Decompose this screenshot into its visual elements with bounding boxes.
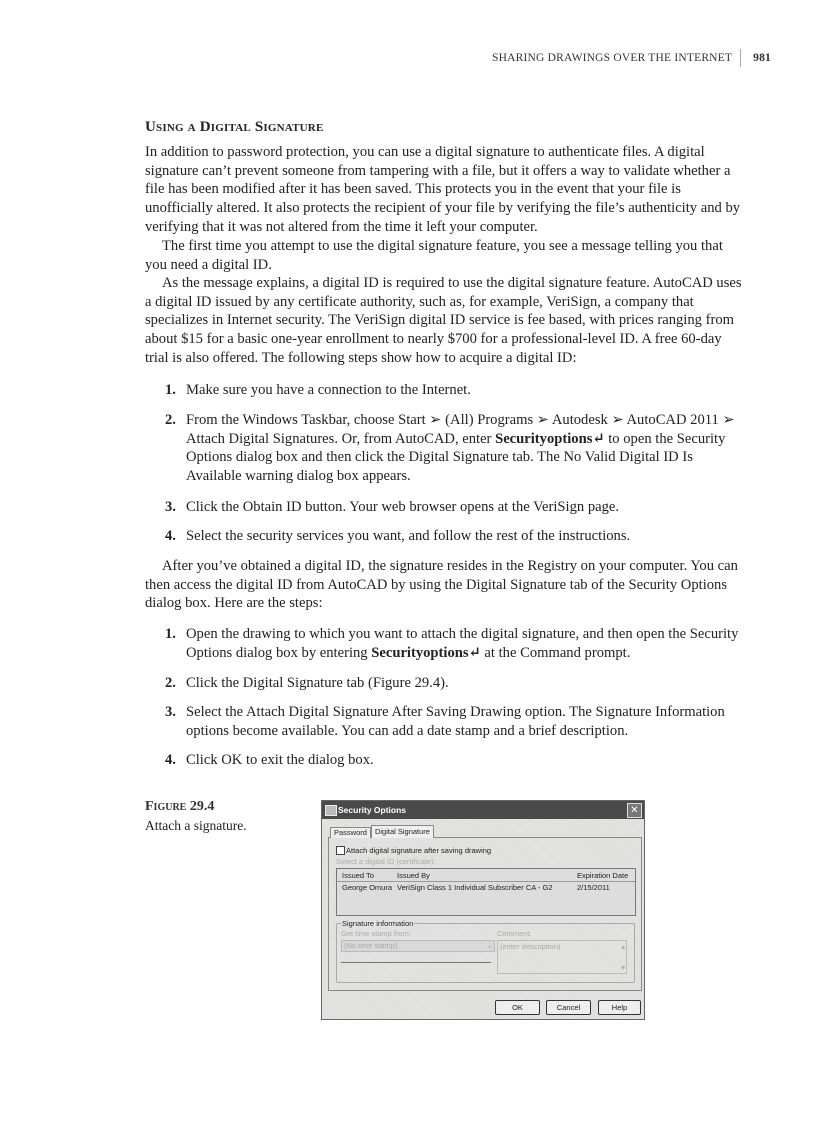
list-text: Make sure you have a connection to the Internet. xyxy=(186,382,471,398)
ok-button[interactable]: OK xyxy=(495,1000,540,1015)
running-header xyxy=(492,49,771,67)
command-text: Securityoptions↵ xyxy=(495,430,605,447)
paragraph: After you’ve obtained a digital ID, the signature resides in the Registry on your computer. You can then access the digital ID from AutoCAD by using the Digital Signature tab of the Security Options dialog box. Here are the steps: xyxy=(145,558,738,612)
group-label: Signature information xyxy=(342,919,414,928)
command-text: Securityoptions↵ xyxy=(371,644,481,661)
list-number: 2. xyxy=(165,675,176,691)
comment-label: Comment: xyxy=(497,929,532,938)
paragraph: As the message explains, a digital ID is required to use the digital signature feature. AutoCAD uses a digital ID issued by any certificate authority, such as, for example, VeriSign, a company that specializes in Internet security. The VeriSign digital ID service is fee based, with prices ranging from about $15 for a basic one-year enrollment to nearly $700 for a professional-level ID. A free 60-day trial is also offered. The following steps show how to acquire a digital ID: xyxy=(145,275,742,366)
tab-password[interactable]: Password xyxy=(330,827,371,838)
security-options-dialog xyxy=(321,800,645,1020)
figure-caption: Attach a signature. xyxy=(145,818,247,833)
table-row[interactable] xyxy=(337,882,635,894)
cancel-button[interactable]: Cancel xyxy=(546,1000,591,1015)
header-divider xyxy=(740,49,741,67)
tab-digital-signature[interactable]: Digital Signature xyxy=(371,825,434,838)
list-item xyxy=(145,674,745,693)
help-button[interactable]: Help xyxy=(598,1000,641,1015)
list-item xyxy=(145,411,745,486)
select-id-label: Select a digital ID (certificate): xyxy=(336,857,436,866)
list-number: 1. xyxy=(165,626,176,642)
comment-placeholder: (enter description) xyxy=(500,942,561,951)
paragraph: The first time you attempt to use the digital signature feature, you see a message telling you that you need a digital ID. xyxy=(145,238,723,273)
list-number: 4. xyxy=(165,528,176,544)
title-bar xyxy=(322,801,644,819)
timestamp-dropdown[interactable] xyxy=(341,940,495,952)
column-header: Expiration Date xyxy=(577,871,629,880)
paragraph: In addition to password protection, you can use a digital signature to authenticate files. A digital signature can’t prevent someone from tampering with a file, but it offers a way to validate whether a file has been modified after it has been saved. This protects you in the event that your file is unofficially altered. It also protects the recipient of your file by verifying the file’s authenticity and by verifying that it was not altered from the time it left your computer. xyxy=(145,144,741,235)
list-text: Select the Attach Digital Signature After Saving Drawing option. The Signature Information options become available. You can add a date stamp and a brief description. xyxy=(186,704,725,739)
section-heading: Using a Digital Signature xyxy=(145,119,324,135)
list-item xyxy=(145,498,745,517)
cell-issued-by: VeriSign Class 1 Individual Subscriber CA - G2 xyxy=(397,883,553,892)
column-header: Issued To xyxy=(342,871,374,880)
list-text: From the Windows Taskbar, choose Start ➢ (All) Programs ➢ Autodesk ➢ AutoCAD 2011 ➢ Attach Digital Signatures. Or, from AutoCAD, enter xyxy=(186,412,735,447)
list-item xyxy=(145,751,745,770)
app-icon xyxy=(325,805,337,816)
list-text: Click the Digital Signature tab (Figure 29.4). xyxy=(186,675,449,691)
close-button[interactable]: ✕ xyxy=(627,803,642,818)
list-text: Click the Obtain ID button. Your web browser opens at the VeriSign page. xyxy=(186,499,620,515)
cell-issued-to: George Omura xyxy=(342,883,393,892)
timestamp-value: (No time stamp) xyxy=(344,941,398,950)
page-number: 981 xyxy=(753,52,771,64)
timestamp-text-field[interactable] xyxy=(341,962,491,973)
chevron-down-icon: ⌄ xyxy=(486,941,493,950)
tab-bar xyxy=(330,826,434,838)
table-header xyxy=(337,869,635,882)
checkbox-label: Attach digital signature after saving drawing xyxy=(346,846,492,855)
comment-textarea[interactable] xyxy=(497,940,627,974)
list-text: at the Command prompt. xyxy=(480,644,631,661)
list-item xyxy=(145,381,745,400)
list-number: 1. xyxy=(165,382,176,398)
signature-info-group xyxy=(336,919,635,983)
digital-id-table xyxy=(336,868,636,916)
list-text: to open the Security Options dialog box and then click the Digital Signature tab. The No Valid Digital ID Is Available warning dialog box appears. xyxy=(186,430,726,485)
list-text: Open the drawing to which you want to attach the digital signature, and then open the Security Options dialog box by entering xyxy=(186,626,739,661)
list-item xyxy=(145,703,745,740)
list-number: 4. xyxy=(165,752,176,768)
list-item xyxy=(145,527,745,546)
running-title: SHARING DRAWINGS OVER THE INTERNET xyxy=(492,52,733,64)
figure-label: Figure 29.4 xyxy=(145,799,215,814)
timestamp-label: Get time stamp from: xyxy=(341,929,412,938)
attach-signature-checkbox[interactable] xyxy=(336,846,345,855)
list-number: 3. xyxy=(165,499,176,515)
column-header: Issued By xyxy=(397,871,430,880)
list-text: Select the security services you want, and follow the rest of the instructions. xyxy=(186,528,631,544)
cell-expiration: 2/15/2011 xyxy=(577,883,610,892)
dialog-title: Security Options xyxy=(338,805,407,815)
scroll-down-icon[interactable]: ▾ xyxy=(621,963,625,972)
list-number: 3. xyxy=(165,704,176,720)
list-text: Click OK to exit the dialog box. xyxy=(186,752,374,768)
list-number: 2. xyxy=(165,412,176,428)
list-item xyxy=(145,625,745,662)
scroll-up-icon[interactable]: ▴ xyxy=(621,942,625,951)
